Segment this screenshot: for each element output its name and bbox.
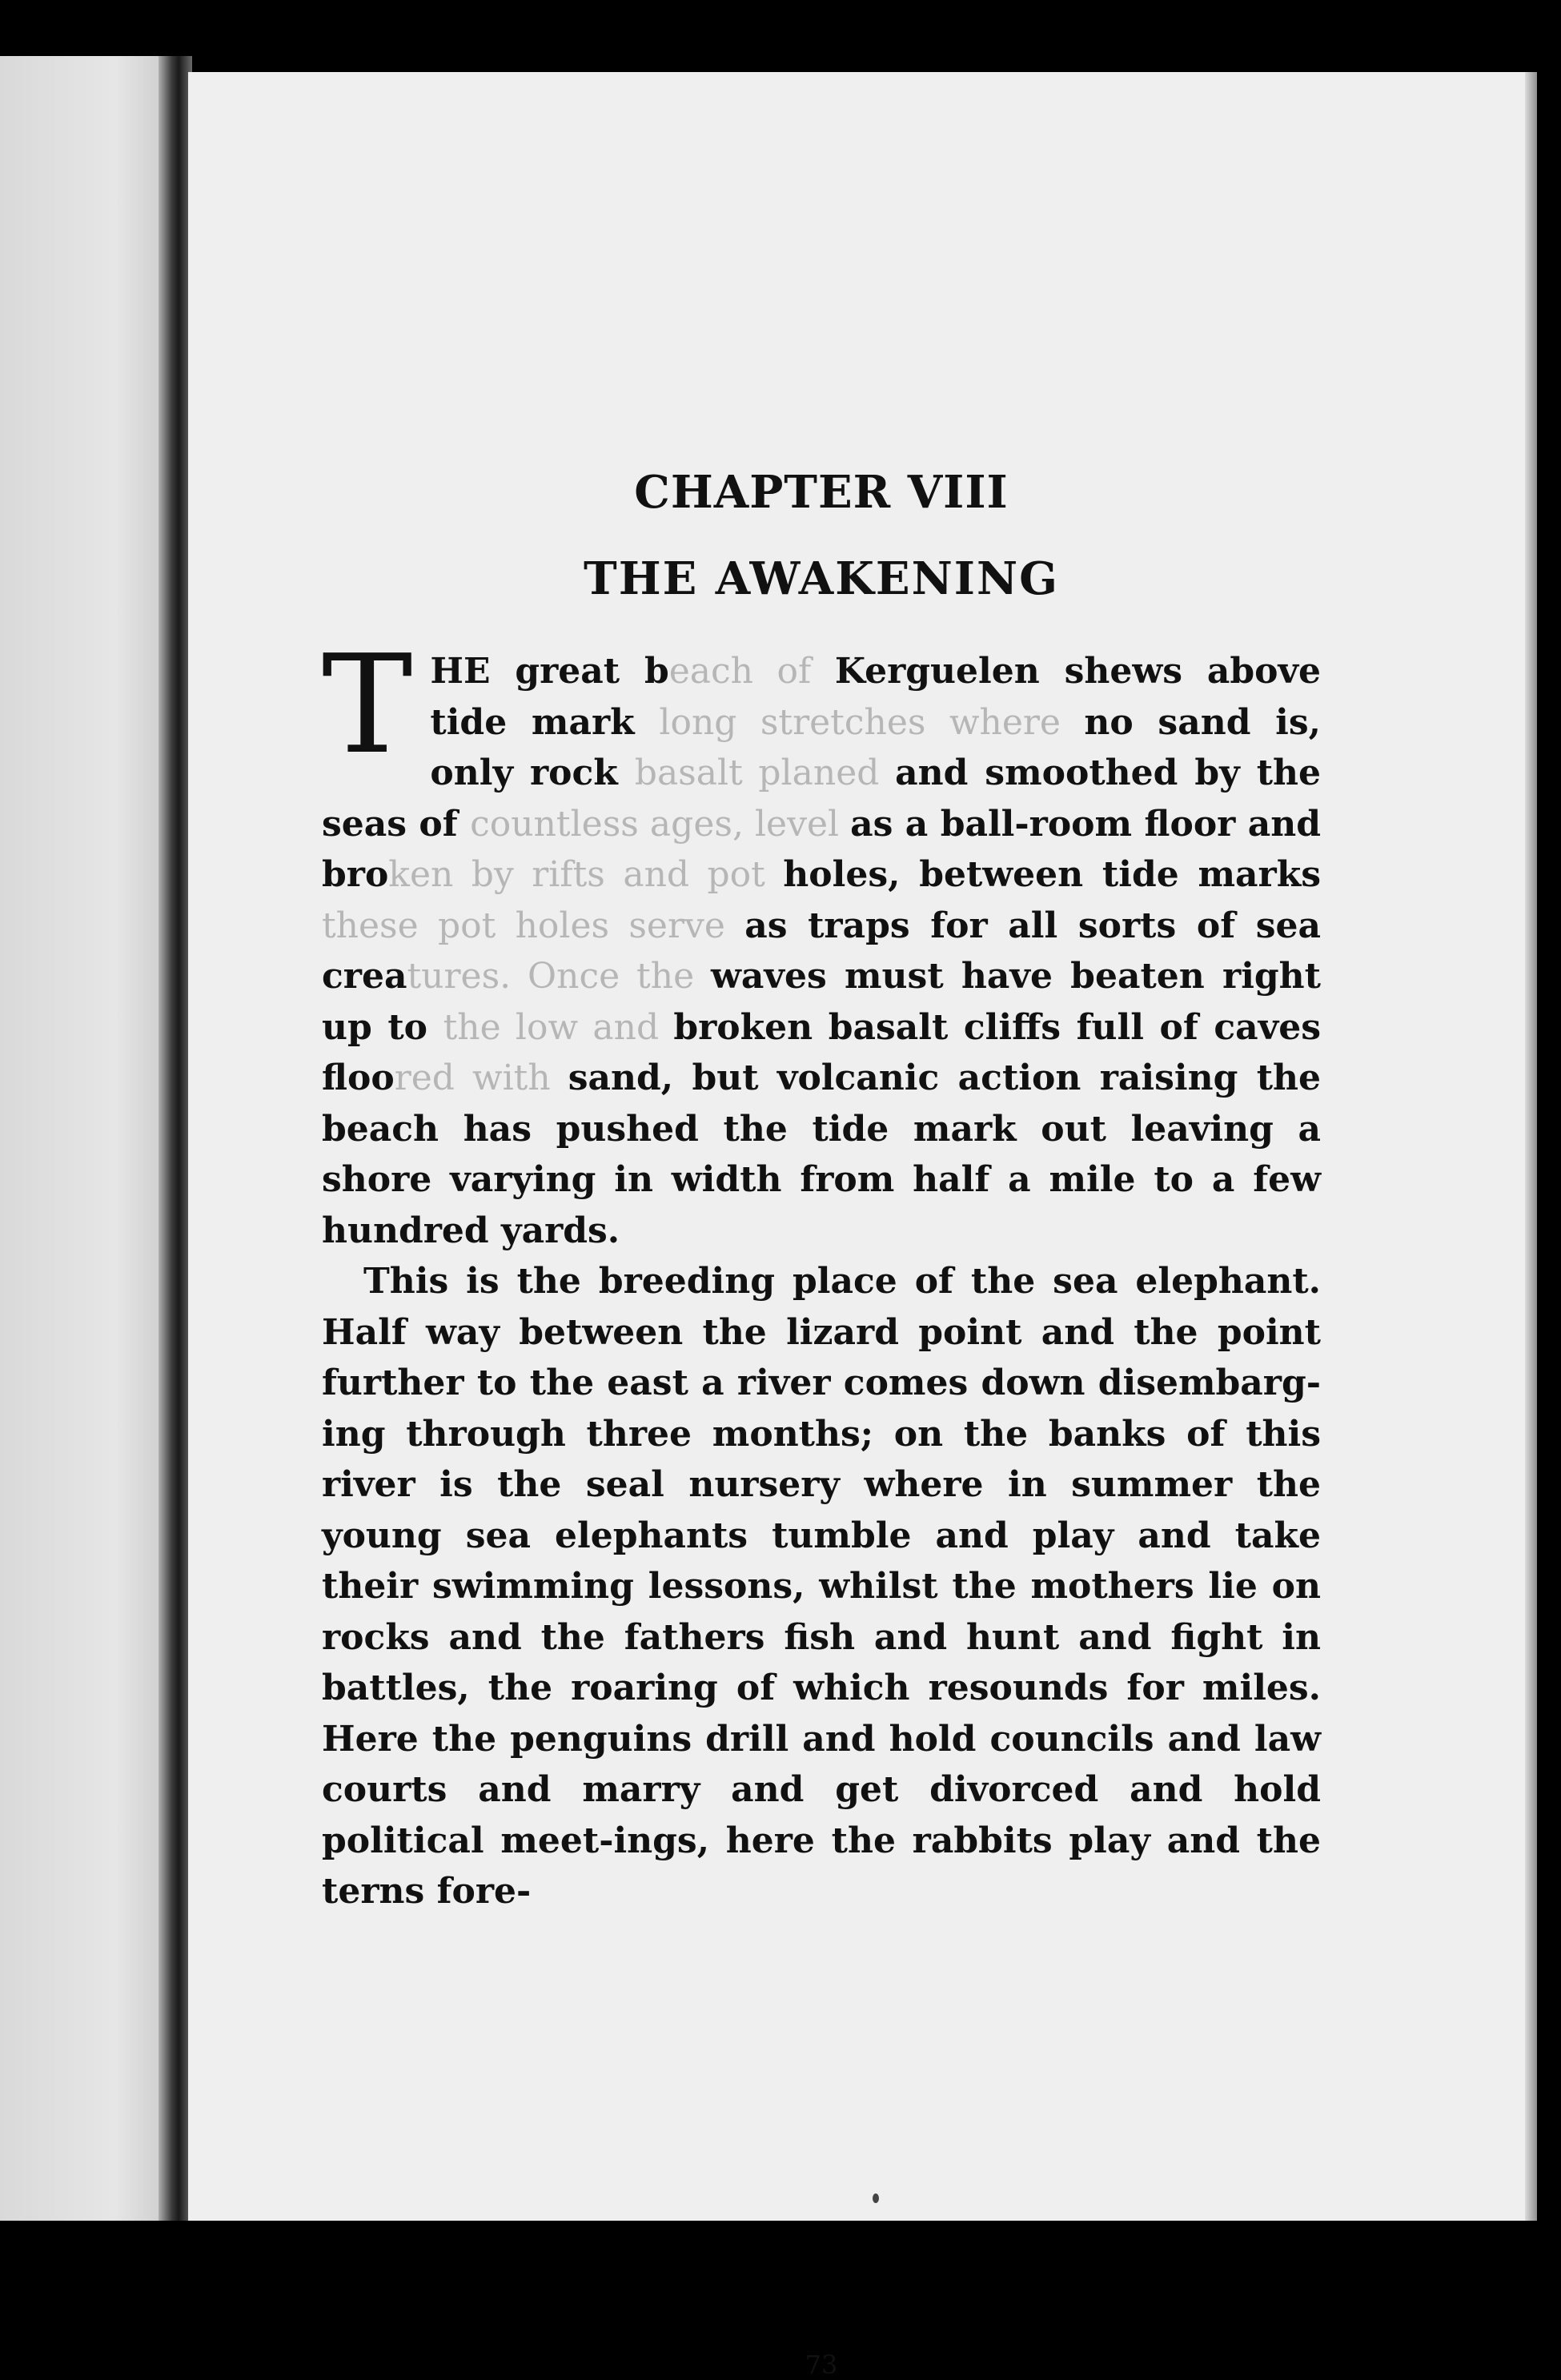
text-run: HE great b bbox=[430, 651, 669, 692]
paragraph-2: This is the breeding place of the sea elephant. Half way between the lizard point and the point further to the east a river comes down disembarg-ing through three months; on the banks of this river is the seal nursery where in summer the young sea elephants tumble and play and take their swimming lessons, whilst the mothers lie on rocks and the fathers fish and hunt and fight in battles, the roaring of which resounds for miles. Here the penguins drill and hold councils and law courts and marry and get divorced and hold political meet-ings, here the rabbits play and the terns fore- bbox=[322, 1261, 1321, 1912]
chapter-number: CHAPTER VIII bbox=[634, 466, 1009, 519]
paragraph-1-text bbox=[322, 626, 1322, 1251]
page-right-edge bbox=[1525, 72, 1537, 2221]
chapter-body bbox=[322, 626, 1322, 1917]
page-text-block bbox=[322, 460, 1322, 2380]
text-run: waves must have beaten right up to bbox=[322, 956, 1321, 1048]
book-spine bbox=[159, 56, 192, 2221]
faded-text-run: these pot holes serve bbox=[322, 905, 745, 946]
faded-text-run: the low and bbox=[443, 1006, 674, 1048]
text-run: Kerguelen shews above tide mark bbox=[430, 651, 1321, 743]
paragraph-1 bbox=[322, 626, 1322, 1256]
faded-text-run: long stretches where bbox=[659, 701, 1085, 743]
scan-smudge bbox=[873, 2193, 879, 2203]
faded-text-run: basalt planed bbox=[634, 753, 896, 793]
faded-text-run: countless ages, level bbox=[470, 803, 851, 845]
text-run: no sand is, only rock bbox=[430, 701, 1321, 793]
text-run: as a ball-room floor and bro bbox=[322, 803, 1321, 895]
left-page-edge bbox=[0, 56, 164, 2221]
faded-text-run: red with bbox=[394, 1058, 568, 1098]
text-run: as traps for all sorts of sea crea bbox=[322, 905, 1322, 997]
faded-text-run: tures. Once the bbox=[407, 956, 712, 997]
chapter-title: THE AWAKENING bbox=[584, 552, 1059, 605]
drop-cap: T bbox=[322, 626, 413, 785]
page-number: 73 bbox=[805, 2350, 838, 2380]
faded-text-run: each of bbox=[668, 651, 835, 692]
faded-text-run: ken by rifts and pot bbox=[388, 854, 784, 895]
text-run: and smoothed by the seas of bbox=[322, 753, 1322, 845]
text-run: holes, between tide marks bbox=[783, 854, 1321, 895]
text-run: broken basalt cliffs full of caves floo bbox=[322, 1006, 1321, 1098]
text-run: sand, but volcanic action raising the beach has pushed the tide mark out leaving a shore varying in width from half a mile to a few hundred yards. bbox=[322, 1058, 1322, 1251]
